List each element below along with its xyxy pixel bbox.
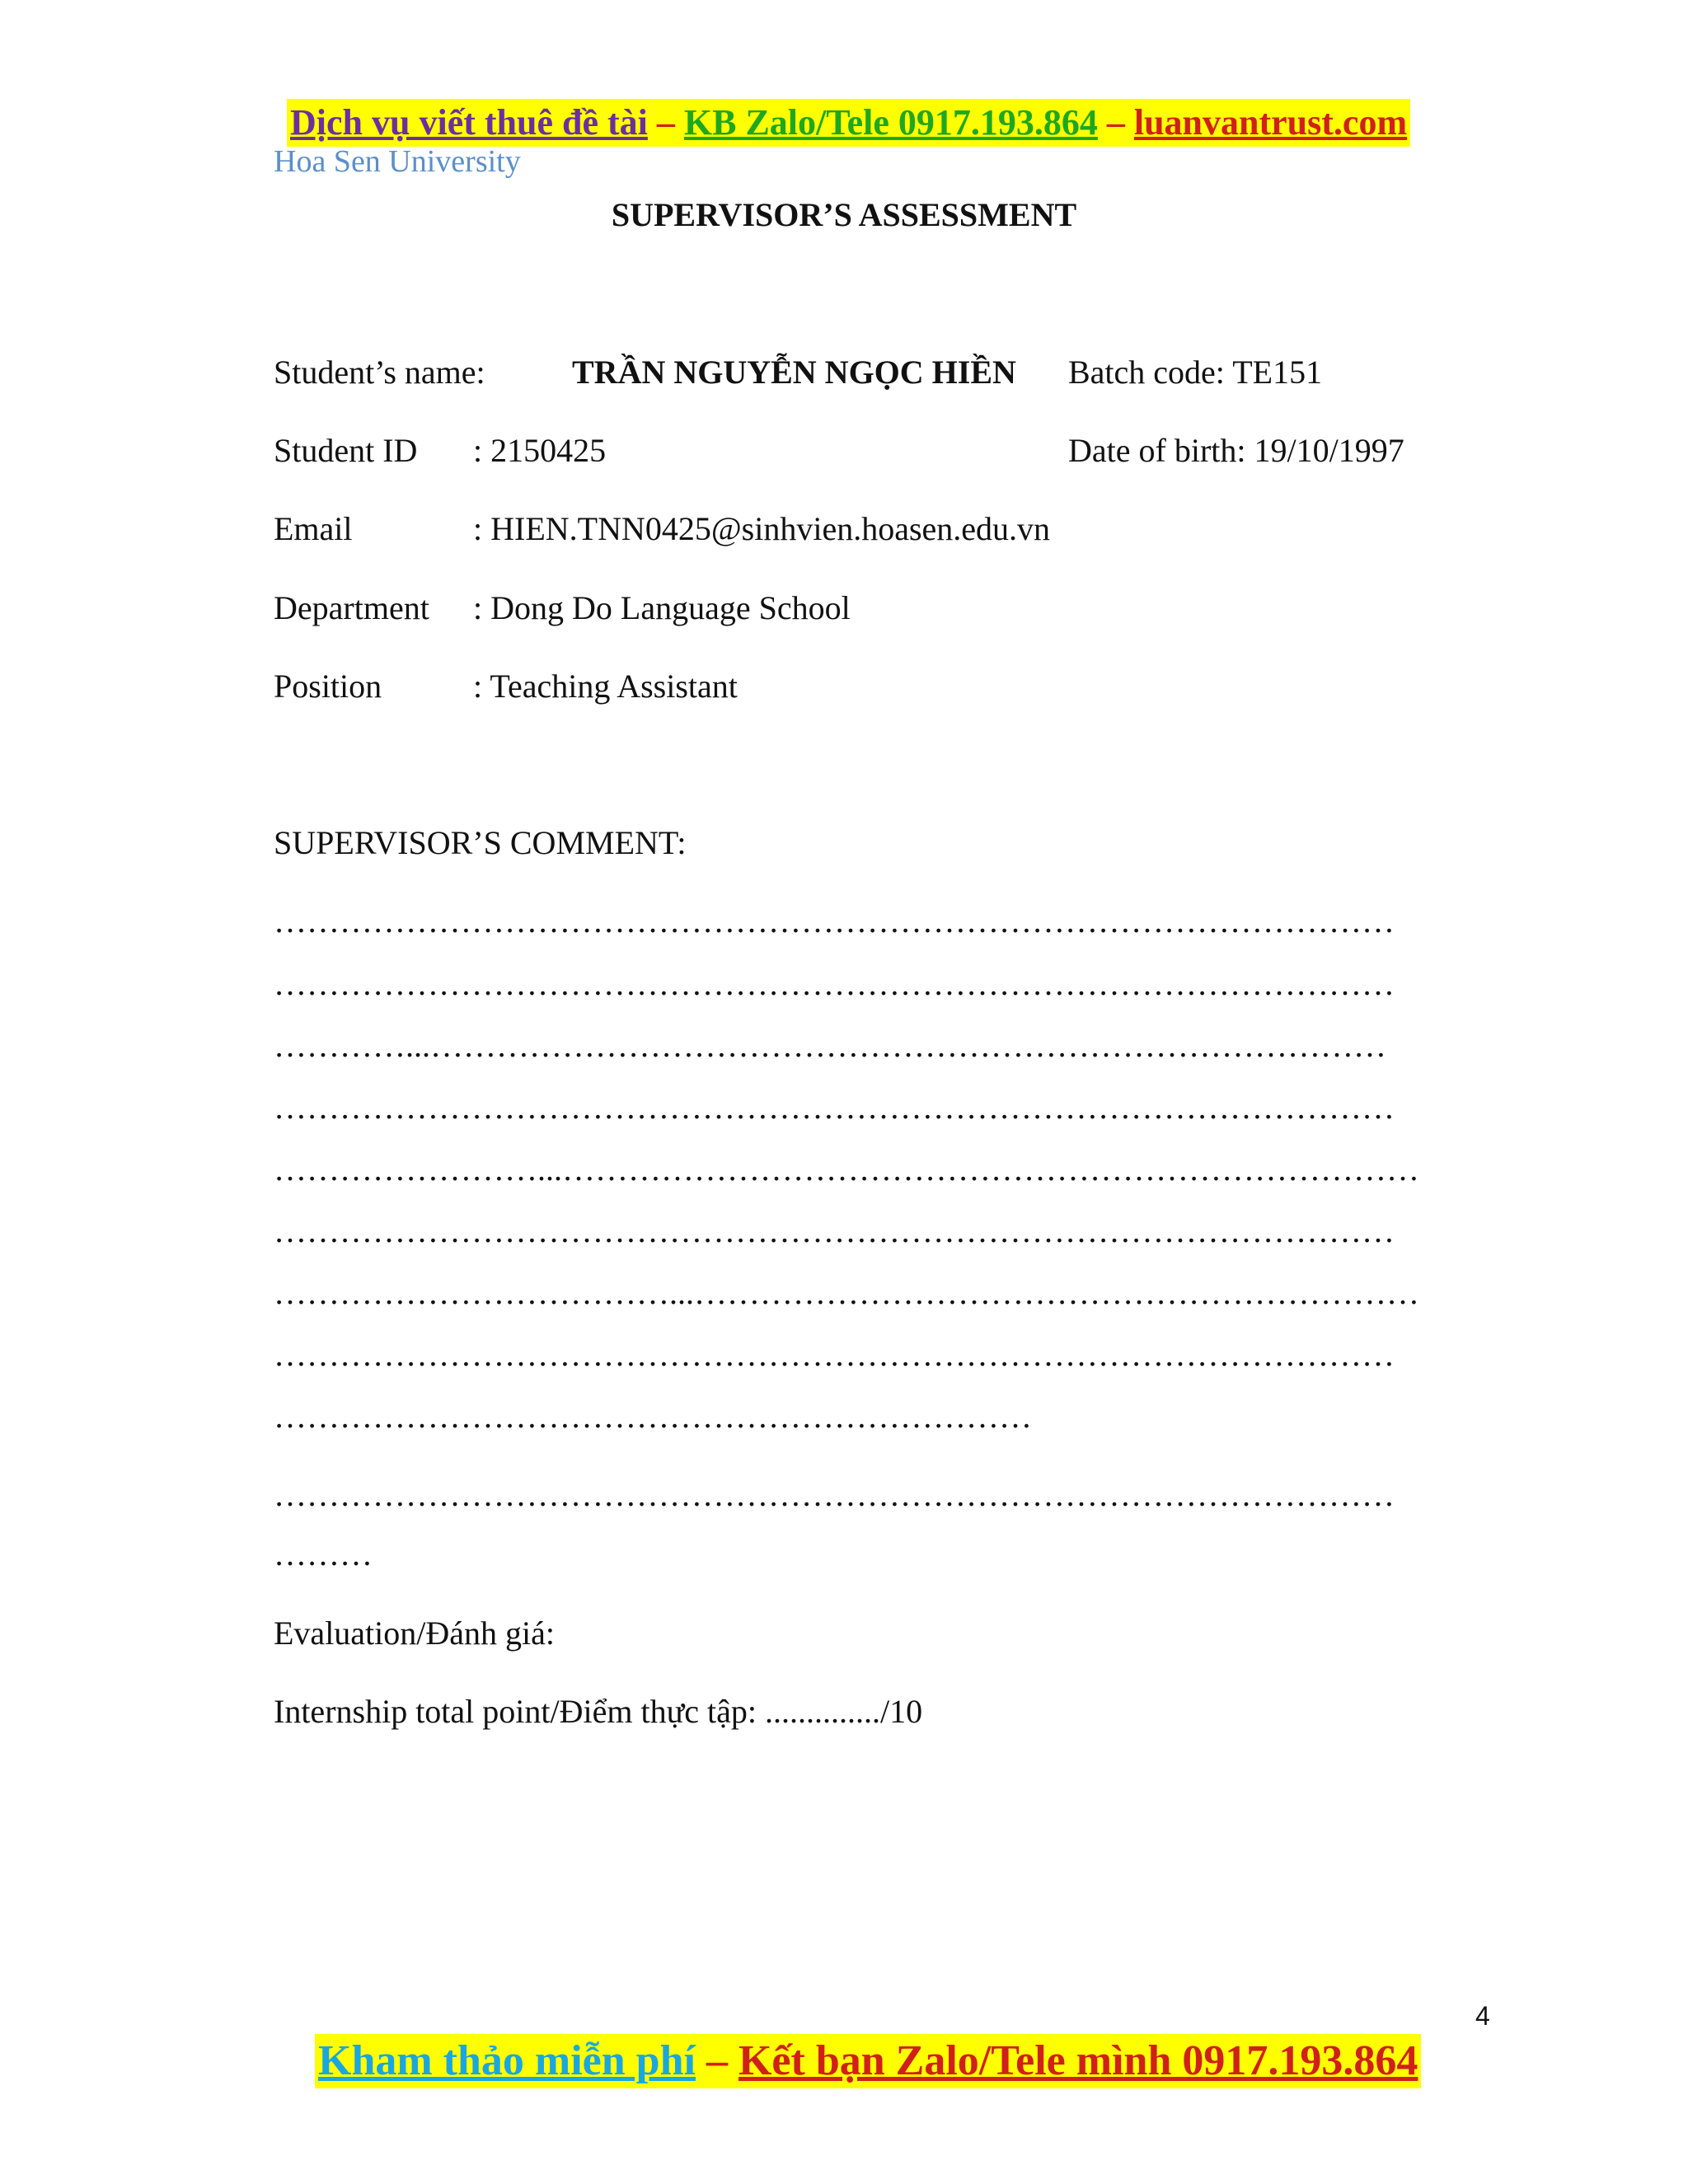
comment-line: …………...…………………………………………………………………………… bbox=[274, 1027, 1386, 1064]
comment-line: ………………………………………………………………………………………… bbox=[274, 1212, 1395, 1249]
student-id-value: : 2150425 bbox=[473, 432, 607, 469]
top-banner bbox=[287, 99, 1410, 147]
page-title: SUPERVISOR’S ASSESSMENT bbox=[611, 196, 1077, 233]
banner-free-reference-link[interactable]: Kham thảo miễn phí bbox=[318, 2037, 696, 2084]
comment-line: ………………………………………………………………………………………… bbox=[274, 1476, 1395, 1513]
date-of-birth: Date of birth: 19/10/1997 bbox=[1068, 432, 1404, 469]
internship-points: Internship total point/Điểm thực tập: ............../10 bbox=[274, 1693, 923, 1730]
batch-code: Batch code: TE151 bbox=[1068, 354, 1323, 391]
banner-website-link[interactable]: luanvantrust.com bbox=[1133, 102, 1408, 143]
comment-line: ………………………………………………………………………………………… bbox=[274, 1089, 1395, 1126]
banner-contact-text[interactable]: KB Zalo/Tele 0917.193.864 bbox=[683, 102, 1098, 143]
banner-service-text[interactable]: Dịch vụ viết thuê đề tài bbox=[290, 102, 648, 143]
comment-line: ………………………………………………………………………………………… bbox=[274, 965, 1395, 1002]
bottom-banner bbox=[315, 2034, 1421, 2088]
banner-separator: – bbox=[1097, 102, 1134, 143]
comment-line: …………………………………………………………… bbox=[274, 1398, 1032, 1435]
student-id-label: Student ID bbox=[274, 432, 418, 469]
department-value: : Dong Do Language School bbox=[473, 589, 851, 626]
student-name-label: Student’s name: bbox=[274, 354, 485, 391]
comment-line: ………………………………………………………………………………………… bbox=[274, 1336, 1395, 1373]
comment-line: ……… bbox=[274, 1535, 373, 1572]
email-value: : HIEN.TNN0425@sinhvien.hoasen.edu.vn bbox=[473, 510, 1051, 547]
banner-contact-link[interactable]: Kết bạn Zalo/Tele mình 0917.193.864 bbox=[738, 2037, 1418, 2084]
comment-heading: SUPERVISOR’S COMMENT: bbox=[274, 824, 687, 861]
email-label: Email bbox=[274, 510, 353, 547]
university-header: Hoa Sen University bbox=[274, 144, 521, 179]
position-label: Position bbox=[274, 668, 382, 705]
banner-separator: – bbox=[695, 2037, 738, 2084]
comment-line: ………………………………...………………………………………………………… bbox=[274, 1274, 1419, 1311]
page-number: 4 bbox=[1475, 2001, 1490, 2031]
position-value: : Teaching Assistant bbox=[473, 668, 738, 705]
comment-line: ………………………………………………………………………………………… bbox=[274, 902, 1395, 940]
evaluation-label: Evaluation/Đánh giá: bbox=[274, 1615, 556, 1652]
student-name-value: TRẦN NGUYỄN NGỌC HIỀN bbox=[572, 354, 1016, 391]
comment-line: ……………………...…………………………………………………………………… bbox=[274, 1151, 1419, 1188]
department-label: Department bbox=[274, 589, 429, 626]
banner-separator: – bbox=[647, 102, 684, 143]
